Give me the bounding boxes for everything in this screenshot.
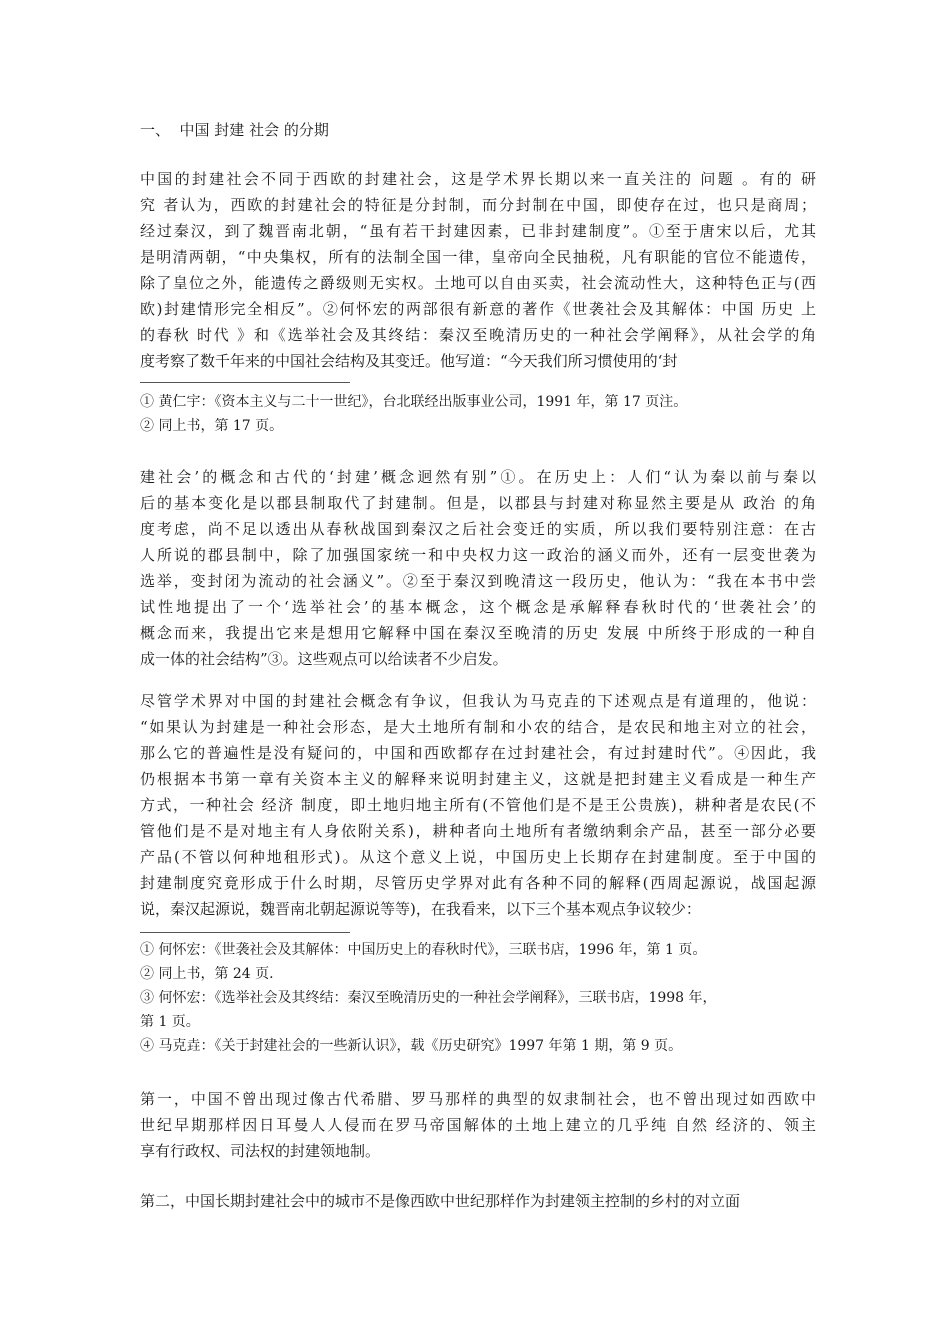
text-line: 第一，中国不曾出现过像古代希腊、罗马那样的典型的奴隶制社会，也不曾出现过如西欧中 xyxy=(140,1090,816,1108)
text-line: 的春秋 时代 》和《选举社会及其终结：秦汉至晚清历史的一种社会学阐释》，从社会学的角 xyxy=(140,326,816,344)
text-line: 后的基本变化是以郡县制取代了封建制。但是，以郡县与封建对称显然主要是从 政治 的角 xyxy=(140,494,816,512)
text-line: “如果认为封建是一种社会形态，是大土地所有制和小农的结合，是农民和地主对立的社会， xyxy=(140,718,816,736)
text-line: 封建制度究竟形成于什么时期，尽管历史学界对此有各种不同的解释(西周起源说，战国起源 xyxy=(140,874,816,892)
footnote: ④ 马克垚：《关于封建社会的一些新认识》，载《历史研究》1997 年第 1 期，第 9 页。 xyxy=(140,1038,683,1054)
footnote: ② 同上书，第 24 页. xyxy=(140,966,274,982)
text-line: 方式，一种社会 经济 制度，即土地归地主所有(不管他们是不是王公贵族)，耕种者是农民(不 xyxy=(140,796,816,814)
text-line: 仍根据本书第一章有关资本主义的解释来说明封建主义，这就是把封建主义看成是一种生产 xyxy=(140,770,816,788)
footnote-separator xyxy=(140,932,350,933)
text-line: 享有行政权、司法权的封建领地制。 xyxy=(140,1142,381,1160)
text-line: 成一体的社会结构”③。这些观点可以给读者不少启发。 xyxy=(140,650,508,668)
text-line: 试性地提出了一个‘选举社会’的基本概念，这个概念是承解释春秋时代的‘世袭社会’的 xyxy=(140,598,816,616)
footnote: ③ 何怀宏：《选举社会及其终结：秦汉至晚清历史的一种社会学阐释》，三联书店，1998 年， xyxy=(140,990,717,1006)
text-line: 产品(不管以何种地租形式)。从这个意义上说，中国历史上长期存在封建制度。至于中国的 xyxy=(140,848,816,866)
footnote: ① 黄仁宇：《资本主义与二十一世纪》，台北联经出版事业公司，1991 年，第 17 页注。 xyxy=(140,394,688,410)
text-line: 第二，中国长期封建社会中的城市不是像西欧中世纪那样作为封建领主控制的乡村的对立面 xyxy=(140,1192,741,1210)
text-line: 人所说的郡县制中，除了加强国家统一和中央权力这一政治的涵义而外，还有一层变世袭为 xyxy=(140,546,816,564)
paragraph-5 xyxy=(140,1188,816,1214)
paragraph-2 xyxy=(140,464,816,672)
text-line: 那么它的普遍性是没有疑问的，中国和西欧都存在过封建社会，有过封建时代”。④因此，我 xyxy=(140,744,816,762)
text-line: 究 者认为，西欧的封建社会的特征是分封制，而分封制在中国，即使存在过，也只是商周； xyxy=(140,196,816,214)
text-line: 度考察了数千年来的中国社会结构及其变迁。他写道：“今天我们所习惯使用的‘封 xyxy=(140,352,678,370)
text-line: 除了皇位之外，能遗传之爵级则无实权。土地可以自由买卖，社会流动性大，这种特色正与(西 xyxy=(140,274,816,292)
section-heading: 一、 中国 封建 社会 的分期 xyxy=(140,121,329,139)
paragraph-3 xyxy=(140,688,816,922)
footnote: 第 1 页。 xyxy=(140,1014,200,1030)
footnote: ② 同上书，第 17 页。 xyxy=(140,418,284,434)
footnote-separator xyxy=(140,382,350,383)
text-line: 中国的封建社会不同于西欧的封建社会，这是学术界长期以来一直关注的 问题 。有的 研 xyxy=(140,170,816,188)
text-line: 选举，变封闭为流动的社会涵义”。②至于秦汉到晚清这一段历史，他认为：“我在本书中尝 xyxy=(140,572,816,590)
paragraph-4 xyxy=(140,1086,816,1164)
footnotes-1 xyxy=(140,390,816,438)
text-line: 建社会’的概念和古代的‘封建’概念迥然有别”①。在历史上：人们“认为秦以前与秦以 xyxy=(140,468,816,486)
text-line: 说，秦汉起源说，魏晋南北朝起源说等等)，在我看来，以下三个基本观点争议较少： xyxy=(140,900,701,918)
text-line: 欧)封建情形完全相反”。②何怀宏的两部很有新意的著作《世袭社会及其解体：中国 历史 上 xyxy=(140,300,816,318)
text-line: 世纪早期那样因日耳曼人人侵而在罗马帝国解体的土地上建立的几乎纯 自然 经济的、领主 xyxy=(140,1116,816,1134)
text-line: 管他们是不是对地主有人身依附关系)，耕种者向土地所有者缴纳剩余产品，甚至一部分必要 xyxy=(140,822,816,840)
paragraph-1 xyxy=(140,166,816,374)
footnote: ① 何怀宏：《世袭社会及其解体：中国历史上的春秋时代》，三联书店，1996 年，第 1 页。 xyxy=(140,942,707,958)
text-line: 经过秦汉，到了魏晋南北朝，“虽有若干封建因素，已非封建制度”。①至于唐宋以后，尤其 xyxy=(140,222,816,240)
text-line: 概念而来，我提出它来是想用它解释中国在秦汉至晚清的历史 发展 中所终于形成的一种自 xyxy=(140,624,816,642)
footnotes-2 xyxy=(140,938,816,1058)
text-line: 度考虑，尚不足以透出从春秋战国到秦汉之后社会变迁的实质，所以我们要特别注意：在古 xyxy=(140,520,816,538)
text-line: 尽管学术界对中国的封建社会概念有争议，但我认为马克垚的下述观点是有道理的，他说： xyxy=(140,692,816,710)
text-line: 是明清两朝，“中央集权，所有的法制全国一律，皇帝向全民抽税，凡有职能的官位不能遗传， xyxy=(140,248,816,266)
